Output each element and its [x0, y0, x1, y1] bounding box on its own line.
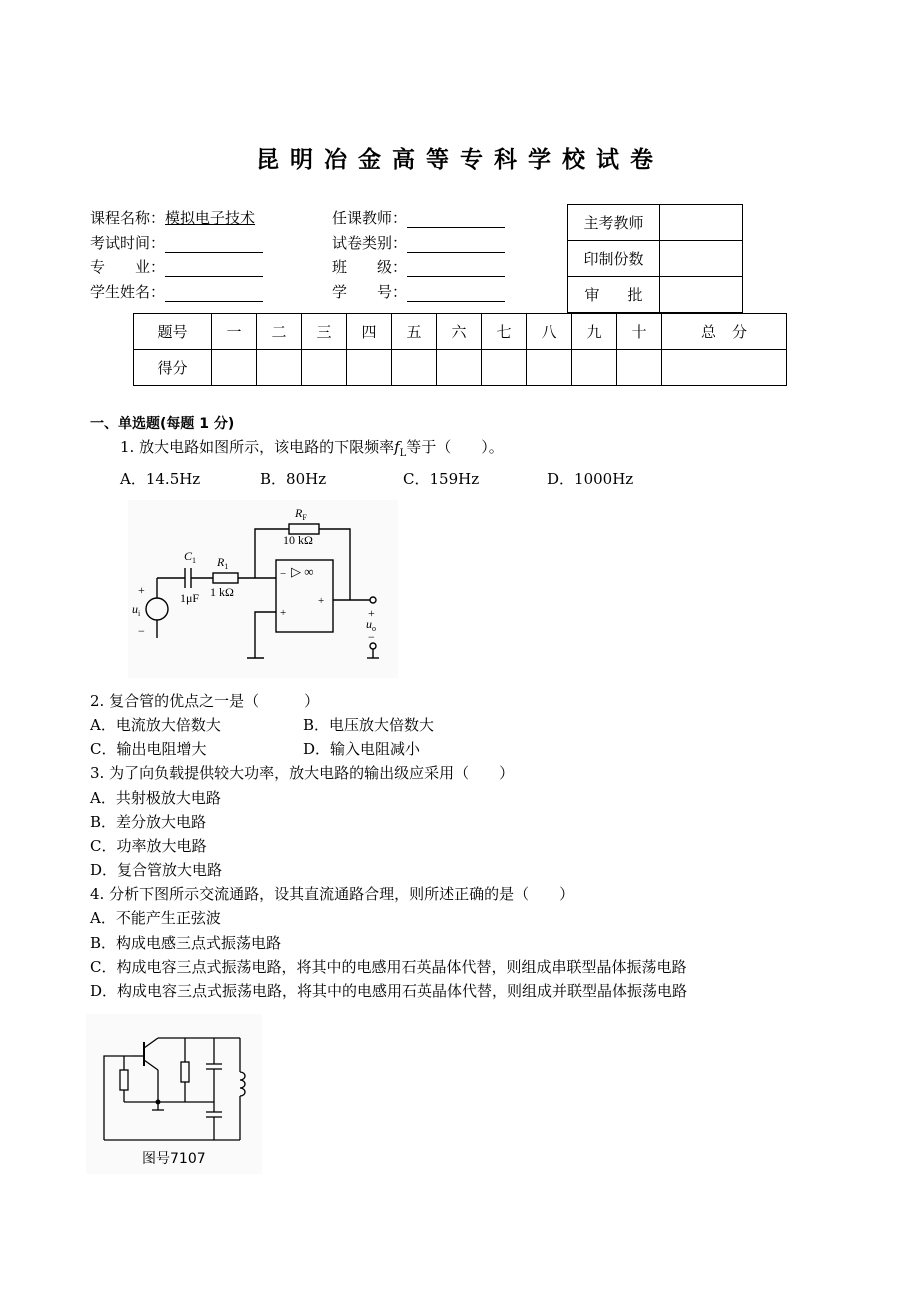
svg-text:C1 [184, 549, 196, 565]
uo-plus: + [368, 606, 375, 620]
q1-option-b[interactable]: B．80Hz [260, 470, 327, 488]
left-resistor [120, 1070, 128, 1090]
q2-stem: 2. 复合管的优点之一是（ ） [90, 692, 320, 710]
page-title: 昆明冶金高等专科学校试卷 [256, 146, 664, 173]
class-row [332, 256, 505, 277]
score-cell[interactable] [572, 350, 617, 386]
uo-sub: o [372, 624, 376, 633]
score-cell-total[interactable] [662, 350, 787, 386]
q2-option-c[interactable]: C．输出电阻增大 [90, 740, 207, 758]
score-col-9: 九 [572, 314, 617, 350]
teacher-label: 任课教师： [332, 209, 408, 227]
q1-stem-text-b: 等于（ ）。 [406, 438, 504, 456]
student-id-field[interactable] [407, 285, 505, 302]
score-col-label: 题号 [134, 314, 212, 350]
paper-type-row [332, 232, 505, 253]
score-value-row [134, 350, 787, 386]
student-id-label: 学 号： [332, 283, 408, 301]
score-table [133, 313, 787, 386]
score-col-3: 三 [302, 314, 347, 350]
score-cell[interactable] [392, 350, 437, 386]
score-header-row [134, 314, 787, 350]
middle-resistor [181, 1062, 189, 1082]
q1-stem [120, 436, 504, 459]
exam-time-label: 考试时间： [90, 234, 166, 252]
ui-plus: + [138, 583, 145, 597]
score-col-4: 四 [347, 314, 392, 350]
major-label: 专 业： [90, 258, 166, 276]
opamp-plus-in: + [280, 607, 287, 619]
q1-stem-sub: L [399, 448, 407, 459]
rf-value: 10 kΩ [283, 533, 313, 547]
q2-option-a[interactable]: A．电流放大倍数大 [90, 716, 221, 734]
source-ui [146, 598, 168, 620]
approval-box [567, 204, 743, 313]
major-row [90, 256, 263, 277]
q1-option-c[interactable]: C．159Hz [403, 470, 480, 488]
course-value: 模拟电子技术 [165, 209, 256, 227]
score-col-6: 六 [437, 314, 482, 350]
score-col-2: 二 [257, 314, 302, 350]
ui-minus: − [138, 624, 145, 638]
paper-type-label: 试卷类别： [332, 234, 408, 252]
score-col-8: 八 [527, 314, 572, 350]
approval-label-teacher: 主考教师 [568, 205, 660, 241]
class-field[interactable] [407, 260, 505, 277]
inductor [240, 1072, 245, 1096]
score-col-5: 五 [392, 314, 437, 350]
score-col-10: 十 [617, 314, 662, 350]
rf-sub: F [302, 513, 307, 522]
teacher-field[interactable] [407, 211, 505, 228]
score-cell[interactable] [482, 350, 527, 386]
score-cell[interactable] [347, 350, 392, 386]
approval-label-approve: 审 批 [568, 277, 660, 313]
q4-option-a[interactable]: A．不能产生正弦波 [90, 909, 221, 927]
major-field[interactable] [165, 260, 263, 277]
q1-stem-text-a: 1. 放大电路如图所示，该电路的下限频率 [120, 438, 395, 456]
opamp-plus-out: + [318, 595, 325, 607]
approval-label-copies: 印制份数 [568, 241, 660, 277]
score-cell[interactable] [437, 350, 482, 386]
q4-option-b[interactable]: B．构成电感三点式振荡电路 [90, 934, 282, 952]
r1-sub: 1 [224, 562, 229, 571]
course-label: 课程名称： [90, 209, 166, 227]
q4-option-d[interactable]: D．构成电容三点式振荡电路，将其中的电感用石英晶体代替，则组成并联型晶体振荡电路 [90, 982, 688, 1000]
uo-minus: − [368, 630, 375, 644]
score-cell[interactable] [527, 350, 572, 386]
q4-option-c[interactable]: C．构成电容三点式振荡电路，将其中的电感用石英晶体代替，则组成串联型晶体振荡电路 [90, 958, 687, 976]
r1-label: R [217, 555, 225, 569]
opamp-minus: − [280, 568, 287, 580]
q4-stem: 4. 分析下图所示交流通路，设其直流通路合理，则所述正确的是（ ） [90, 885, 575, 903]
uo-label: u [366, 617, 372, 631]
q3-stem: 3. 为了向负载提供较大功率，放大电路的输出级应采用（ ） [90, 764, 515, 782]
course-row [90, 207, 255, 228]
svg-text:ui [132, 602, 141, 618]
approval-value-teacher[interactable] [660, 205, 743, 241]
q3-option-d[interactable]: D．复合管放大电路 [90, 861, 223, 879]
ui-label: u [132, 602, 138, 616]
q2-option-d[interactable]: D．输入电阻减小 [303, 740, 421, 758]
q2-option-b[interactable]: B．电压放大倍数大 [303, 716, 435, 734]
q3-option-a[interactable]: A．共射极放大电路 [90, 789, 221, 807]
student-name-field[interactable] [165, 285, 263, 302]
teacher-row [332, 207, 505, 228]
score-cell[interactable] [212, 350, 257, 386]
score-col-total: 总 分 [662, 314, 787, 350]
q1-option-a[interactable]: A．14.5Hz [120, 470, 201, 488]
approval-value-approve[interactable] [660, 277, 743, 313]
score-col-7: 七 [482, 314, 527, 350]
class-label: 班 级： [332, 258, 408, 276]
q1-option-d[interactable]: D．1000Hz [547, 470, 634, 488]
c1-value: 1μF [180, 591, 200, 605]
r1-value: 1 kΩ [210, 585, 234, 599]
q1-circuit-figure [128, 500, 398, 678]
q3-option-c[interactable]: C．功率放大电路 [90, 837, 207, 855]
svg-text:RF [294, 506, 307, 522]
exam-time-row [90, 232, 263, 253]
score-row-label: 得分 [134, 350, 212, 386]
q1-stem-var: f [394, 438, 400, 456]
score-cell[interactable] [617, 350, 662, 386]
opamp-symbol: ▷ ∞ [291, 564, 314, 579]
q3-option-b[interactable]: B．差分放大电路 [90, 813, 207, 831]
student-name-row [90, 281, 263, 302]
approval-value-copies[interactable] [660, 241, 743, 277]
rf-label: R [295, 506, 303, 520]
c1-label: C [184, 549, 193, 563]
fig2-caption: 图号7107 [142, 1151, 206, 1167]
c1-sub: 1 [192, 556, 197, 565]
r1-resistor [213, 573, 238, 583]
exam-time-field[interactable] [165, 236, 263, 253]
score-col-1: 一 [212, 314, 257, 350]
ui-sub: i [138, 609, 141, 618]
paper-type-field[interactable] [407, 236, 505, 253]
student-name-label: 学生姓名： [90, 283, 166, 301]
score-cell[interactable] [257, 350, 302, 386]
student-id-row [332, 281, 505, 302]
score-cell[interactable] [302, 350, 347, 386]
q4-circuit-figure [86, 1014, 262, 1174]
svg-text:R1 [216, 555, 228, 571]
section1-heading: 一、单选题(每题 1 分) [90, 416, 235, 432]
